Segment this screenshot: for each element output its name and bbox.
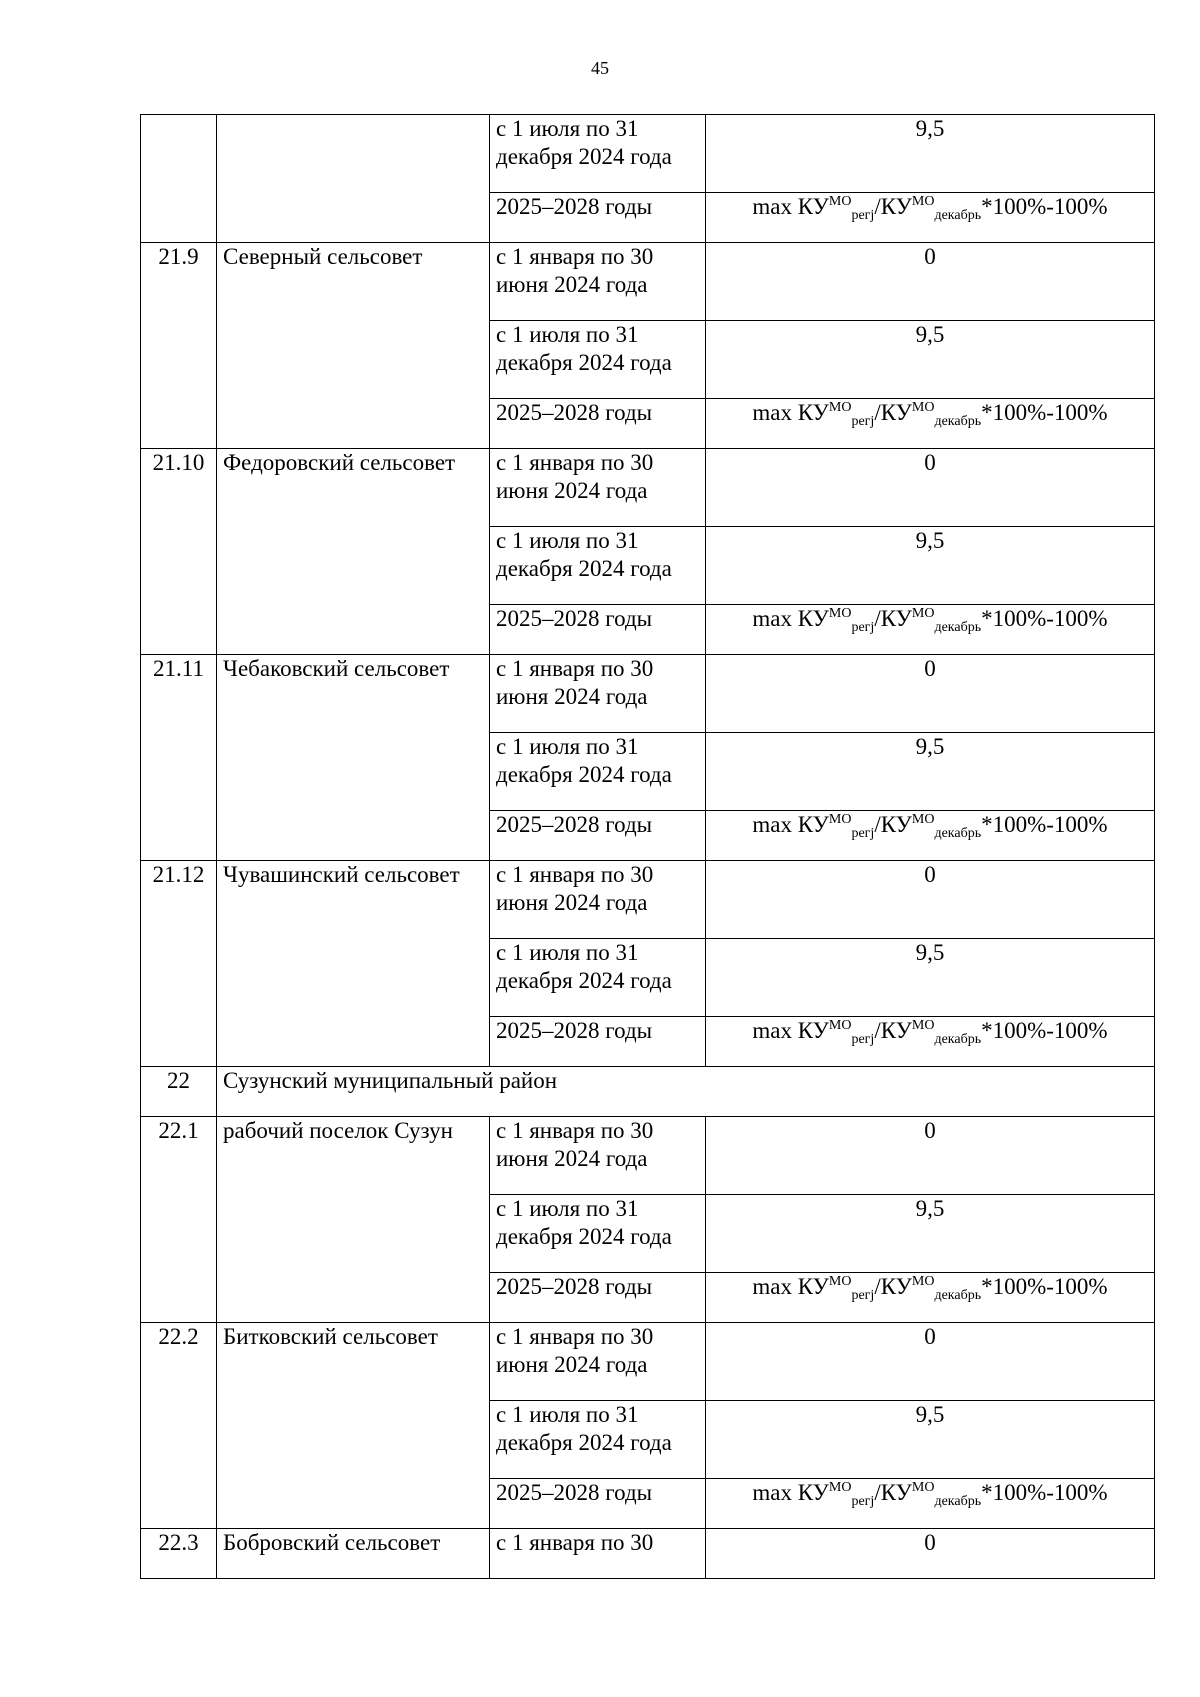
page-number: 45 [591,58,609,78]
value-cell: 9,5 [706,939,1155,1017]
table-row [141,115,1155,193]
formula-cell [706,605,1155,655]
value-cell: 0 [706,1529,1155,1579]
period-cell: с 1 июля по 31 декабря 2024 года [490,1401,706,1479]
period-cell: с 1 июля по 31 декабря 2024 года [490,321,706,399]
formula-suffix: *100%-100% [981,1274,1108,1299]
formula-sub1: регj [851,1494,875,1509]
row-number-cell: 22 [141,1067,217,1117]
period-cell: с 1 июля по 31 декабря 2024 года [490,527,706,605]
formula-mid: /КУ [874,606,912,631]
formula-sub2: декабрь [934,1494,982,1509]
period-cell: с 1 июля по 31 декабря 2024 года [490,733,706,811]
formula-sup2: МО [911,400,935,415]
formula-cell [706,811,1155,861]
period-cell: 2025–2028 годы [490,811,706,861]
value-cell: 9,5 [706,527,1155,605]
formula-prefix: max КУ [752,400,829,425]
formula-sub1: регj [851,208,875,223]
table-row [141,1067,1155,1117]
value-cell: 9,5 [706,321,1155,399]
row-number-cell: 21.9 [141,243,217,449]
settlement-name-cell: Битковский сельсовет [217,1323,490,1529]
period-cell: с 1 января по 30 июня 2024 года [490,861,706,939]
formula-suffix: *100%-100% [981,1018,1108,1043]
formula-sub2: декабрь [934,620,982,635]
period-cell: 2025–2028 годы [490,1273,706,1323]
formula-prefix: max КУ [752,606,829,631]
period-cell: 2025–2028 годы [490,399,706,449]
formula-mid: /КУ [874,400,912,425]
value-cell: 0 [706,1117,1155,1195]
settlement-name-cell: Чувашинский сельсовет [217,861,490,1067]
row-number-cell: 21.11 [141,655,217,861]
value-cell: 0 [706,1323,1155,1401]
table-row [141,1323,1155,1401]
formula-sup1: МО [828,400,852,415]
formula-sup1: МО [828,1274,852,1289]
settlement-name-cell: Бобровский сельсовет [217,1529,490,1579]
settlement-name-cell: Северный сельсовет [217,243,490,449]
formula-sup2: МО [911,606,935,621]
row-number-cell: 21.12 [141,861,217,1067]
period-cell: с 1 июля по 31 декабря 2024 года [490,115,706,193]
formula-sup1: МО [828,1018,852,1033]
period-cell: с 1 января по 30 июня 2024 года [490,243,706,321]
formula-sup1: МО [828,194,852,209]
settlement-name-cell [217,115,490,243]
formula-sub1: регj [851,1288,875,1303]
period-cell: с 1 января по 30 июня 2024 года [490,449,706,527]
formula-sup2: МО [911,812,935,827]
table-row [141,1529,1155,1579]
formula-sub1: регj [851,414,875,429]
tariff-table [140,114,1155,1579]
formula-sub2: декабрь [934,414,982,429]
period-cell: с 1 января по 30 июня 2024 года [490,1117,706,1195]
table-row [141,861,1155,939]
formula-prefix: max КУ [752,1274,829,1299]
formula-sub2: декабрь [934,826,982,841]
settlement-name-cell: Федоровский сельсовет [217,449,490,655]
value-cell: 0 [706,655,1155,733]
formula-cell [706,1479,1155,1529]
region-name-cell: Сузунский муниципальный район [217,1067,1155,1117]
value-cell: 9,5 [706,115,1155,193]
value-cell: 9,5 [706,1195,1155,1273]
formula-sub1: регj [851,1032,875,1047]
value-cell: 9,5 [706,733,1155,811]
table-row [141,655,1155,733]
formula-sub1: регj [851,826,875,841]
formula-mid: /КУ [874,1480,912,1505]
period-cell: с 1 июля по 31 декабря 2024 года [490,1195,706,1273]
formula-sub2: декабрь [934,208,982,223]
row-number-cell: 22.3 [141,1529,217,1579]
formula-sup2: МО [911,194,935,209]
formula-sub2: декабрь [934,1032,982,1047]
table-row [141,1117,1155,1195]
table-row [141,243,1155,321]
settlement-name-cell: рабочий поселок Сузун [217,1117,490,1323]
period-cell: с 1 января по 30 июня 2024 года [490,1323,706,1401]
row-number-cell: 22.1 [141,1117,217,1323]
formula-sup2: МО [911,1274,935,1289]
period-cell: 2025–2028 годы [490,1479,706,1529]
period-cell: 2025–2028 годы [490,605,706,655]
formula-prefix: max КУ [752,812,829,837]
formula-mid: /КУ [874,1274,912,1299]
formula-prefix: max КУ [752,1018,829,1043]
formula-sup2: МО [911,1018,935,1033]
period-cell: 2025–2028 годы [490,193,706,243]
formula-cell [706,399,1155,449]
formula-mid: /КУ [874,812,912,837]
formula-mid: /КУ [874,194,912,219]
formula-cell [706,193,1155,243]
period-cell: 2025–2028 годы [490,1017,706,1067]
row-number-cell: 21.10 [141,449,217,655]
formula-prefix: max КУ [752,194,829,219]
period-cell: с 1 июля по 31 декабря 2024 года [490,939,706,1017]
value-cell: 0 [706,243,1155,321]
formula-sup2: МО [911,1480,935,1495]
formula-suffix: *100%-100% [981,400,1108,425]
formula-sup1: МО [828,606,852,621]
period-cell: с 1 января по 30 июня 2024 года [490,655,706,733]
formula-suffix: *100%-100% [981,812,1108,837]
value-cell: 0 [706,449,1155,527]
formula-cell [706,1273,1155,1323]
row-number-cell: 22.2 [141,1323,217,1529]
formula-sup1: МО [828,812,852,827]
row-number-cell [141,115,217,243]
formula-sub2: декабрь [934,1288,982,1303]
settlement-name-cell: Чебаковский сельсовет [217,655,490,861]
formula-suffix: *100%-100% [981,194,1108,219]
formula-cell [706,1017,1155,1067]
formula-mid: /КУ [874,1018,912,1043]
period-cell: с 1 января по 30 [490,1529,706,1579]
value-cell: 0 [706,861,1155,939]
formula-prefix: max КУ [752,1480,829,1505]
table-body [141,115,1155,1579]
formula-suffix: *100%-100% [981,1480,1108,1505]
formula-suffix: *100%-100% [981,606,1108,631]
value-cell: 9,5 [706,1401,1155,1479]
table-row [141,449,1155,527]
formula-sup1: МО [828,1480,852,1495]
formula-sub1: регj [851,620,875,635]
